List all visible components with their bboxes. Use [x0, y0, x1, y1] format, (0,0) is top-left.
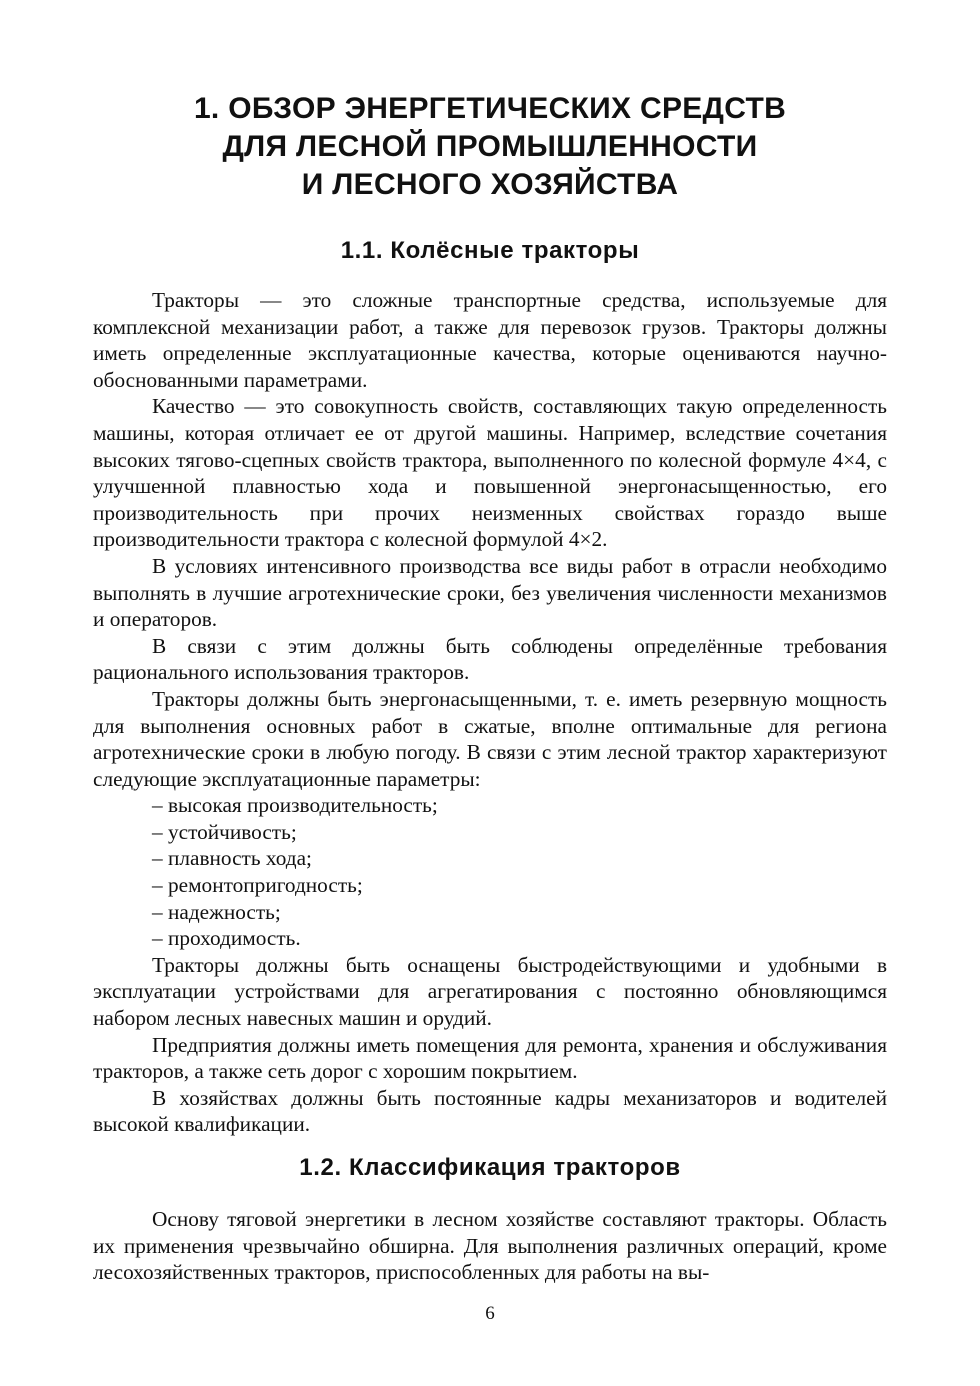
paragraph: Тракторы должны быть энергонасыщенными, т. е. иметь резервную мощность для выполнения основных работ в сжатые, вполне оптимальные для региона агротехнические сроки в любую погоду. В связи с этим лесной трактор характеризуют следующие эксплуатационные параметры: — [93, 686, 887, 791]
section-title-1-2: 1.2. Классификация тракторов — [299, 1154, 681, 1181]
list-item: – высокая производительность; — [152, 793, 438, 818]
list-item: – надежность; — [152, 899, 281, 924]
chapter-title-line-3: И ЛЕСНОГО ХОЗЯЙСТВА — [301, 168, 679, 201]
paragraph: Тракторы должны быть оснащены быстродействующими и удобными в эксплуатации устройствами для агрегатирования с постоянно обновляющимся набором лесных навесных машин и орудий. — [93, 952, 887, 1031]
paragraph: В хозяйствах должны быть постоянные кадры механизаторов и водителей высокой квалификации. — [93, 1085, 887, 1137]
chapter-title-line-2: ДЛЯ ЛЕСНОЙ ПРОМЫШЛЕННОСТИ — [222, 130, 758, 163]
paragraph: Предприятия должны иметь помещения для ремонта, хранения и обслуживания тракторов, а также сеть дорог с хорошим покрытием. — [93, 1032, 887, 1084]
paragraph: Тракторы — это сложные транспортные средства, используемые для комплексной механизации работ, а также для перевозок грузов. Тракторы должны иметь определенные эксплуатационные качества, которые оцениваются научно-обоснованными параметрами. — [93, 288, 887, 392]
list-item: – ремонтопригодность; — [152, 873, 363, 898]
chapter-title — [90, 90, 890, 204]
paragraph: Основу тяговой энергетики в лесном хозяйстве составляют тракторы. Область их применения чрезвычайно обширна. Для выполнения различных операций, кроме лесохозяйственных тракторов, приспособленных для работы на вы- — [93, 1207, 887, 1285]
list-item: – устойчивость; — [152, 819, 297, 844]
list-item: – плавность хода; — [152, 846, 312, 871]
section-1-1-body — [93, 287, 887, 1138]
page-number: 6 — [485, 1303, 495, 1324]
paragraph: В связи с этим должны быть соблюдены определённые требования рационального использования тракторов. — [93, 633, 887, 685]
list-item: – проходимость. — [152, 926, 301, 951]
paragraph: В условиях интенсивного производства все виды работ в отрасли необходимо выполнять в лучшие агротехнические сроки, без увеличения численности механизмов и операторов. — [93, 553, 887, 632]
chapter-title-line-1: 1. ОБЗОР ЭНЕРГЕТИЧЕСКИХ СРЕДСТВ — [193, 92, 787, 125]
section-1-2-body — [93, 1206, 887, 1286]
paragraph: Качество — это совокупность свойств, составляющих такую определенность машины, которая отличает ее от другой машины. Например, вследствие сочетания высоких тягово-сцепных свойств трактора, выполненного по колесной формуле 4×4, с улучшенной плавностью хода и повышенной энергонасыщенностью, его производительность при прочих неизменных свойствах гораздо выше производительности трактора с колесной формулой 4×2. — [93, 394, 887, 552]
section-title-1-1: 1.1. Колёсные тракторы — [340, 237, 640, 264]
